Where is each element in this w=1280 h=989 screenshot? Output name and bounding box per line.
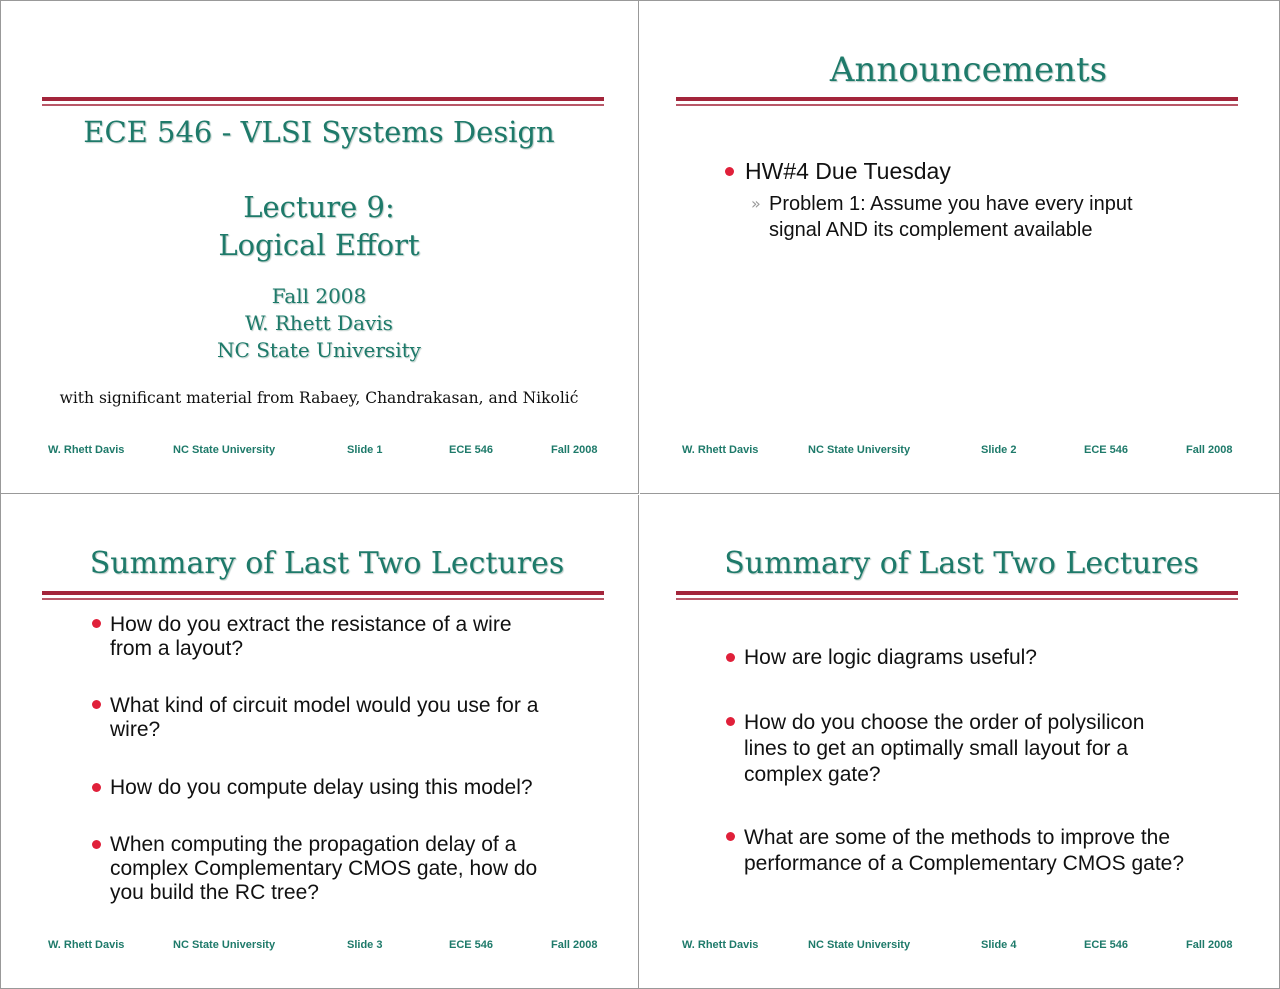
bullet-line: you build the RC tree? xyxy=(110,881,319,904)
lecture-number: Lecture 9: xyxy=(243,190,395,224)
slide-title: Summary of Last Two Lectures xyxy=(724,546,1199,581)
footer-course: ECE 546 xyxy=(449,939,494,951)
bullet-line: What are some of the methods to improve the xyxy=(744,826,1171,849)
bullet-line: How are logic diagrams useful? xyxy=(744,646,1037,669)
bullet-line: wire? xyxy=(110,718,161,741)
footer-term: Fall 2008 xyxy=(551,939,598,951)
bullet-text: HW#4 Due Tuesday xyxy=(745,158,951,184)
footer-university: NC State University xyxy=(173,939,276,951)
slide-footer xyxy=(640,939,1279,953)
bullet-dot xyxy=(726,832,735,841)
footer-slide-number: Slide 4 xyxy=(981,939,1017,951)
bullet-line: When computing the propagation delay of a xyxy=(110,833,517,856)
title-rule xyxy=(676,591,1238,600)
slide-title: Summary of Last Two Lectures xyxy=(89,546,565,581)
university-name: NC State University xyxy=(217,338,421,362)
footer-university: NC State University xyxy=(173,444,276,456)
course-title: ECE 546 - VLSI Systems Design xyxy=(83,115,555,149)
slide-1 xyxy=(0,0,639,494)
footer-course: ECE 546 xyxy=(1084,939,1129,951)
footer-author: W. Rhett Davis xyxy=(48,939,125,951)
slide-footer xyxy=(640,444,1279,458)
bullet-dot xyxy=(726,717,735,726)
slide-title: Announcements xyxy=(829,50,1108,90)
lecture-topic: Logical Effort xyxy=(218,228,420,262)
footer-course: ECE 546 xyxy=(449,444,494,456)
slide-footer xyxy=(0,444,638,458)
bullet-dot xyxy=(725,167,734,176)
slide-2 xyxy=(640,0,1279,494)
title-rule xyxy=(42,591,604,600)
footer-course: ECE 546 xyxy=(1084,444,1129,456)
sub-bullet-line: Problem 1: Assume you have every input xyxy=(769,193,1133,215)
bullet-dot xyxy=(726,653,735,662)
footer-university: NC State University xyxy=(808,939,911,951)
instructor-name: W. Rhett Davis xyxy=(245,311,393,335)
bullet-line: complex gate? xyxy=(744,763,881,786)
title-rule xyxy=(676,97,1238,106)
credit-text: with significant material from Rabaey, Chandrakasan, and Nikolić xyxy=(59,389,579,407)
bullet-line: from a layout? xyxy=(110,637,244,660)
bullet-line: performance of a Complementary CMOS gate? xyxy=(744,852,1185,875)
footer-university: NC State University xyxy=(808,444,911,456)
slide-footer xyxy=(0,939,638,953)
footer-slide-number: Slide 2 xyxy=(981,444,1017,456)
bullet-dot xyxy=(92,783,101,792)
footer-author: W. Rhett Davis xyxy=(48,444,125,456)
footer-author: W. Rhett Davis xyxy=(682,444,759,456)
footer-term: Fall 2008 xyxy=(1186,939,1233,951)
footer-author: W. Rhett Davis xyxy=(682,939,759,951)
bullet-line: What kind of circuit model would you use for a xyxy=(110,694,539,717)
bullet-line: How do you compute delay using this model? xyxy=(110,776,533,799)
bullet-dot xyxy=(92,840,101,849)
slide-4 xyxy=(640,495,1279,989)
sub-bullet-line: signal AND its complement available xyxy=(769,219,1093,241)
footer-slide-number: Slide 1 xyxy=(347,444,383,456)
footer-term: Fall 2008 xyxy=(1186,444,1233,456)
bullet-line: How do you choose the order of polysilicon xyxy=(744,711,1145,734)
bullet-dot xyxy=(92,700,101,709)
footer-slide-number: Slide 3 xyxy=(347,939,383,951)
footer-term: Fall 2008 xyxy=(551,444,598,456)
bullet-line: lines to get an optimally small layout for a xyxy=(744,737,1129,760)
sub-bullet-marker: » xyxy=(751,194,761,213)
bullet-line: complex Complementary CMOS gate, how do xyxy=(110,857,538,880)
term-text: Fall 2008 xyxy=(271,284,367,308)
bullet-line: How do you extract the resistance of a wire xyxy=(110,613,512,636)
title-rule xyxy=(42,97,604,106)
bullet-dot xyxy=(92,619,101,628)
slide-3 xyxy=(0,495,639,989)
